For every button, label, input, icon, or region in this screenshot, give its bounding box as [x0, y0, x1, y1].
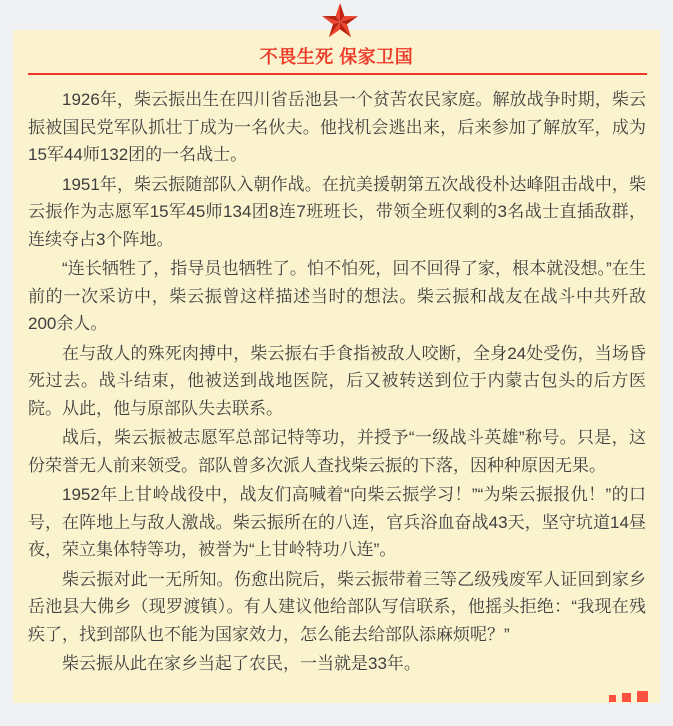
article-body	[13, 75, 660, 678]
page-title: 不畏生死 保家卫国	[259, 47, 414, 67]
decorative-squares	[609, 691, 648, 702]
article-paragraph: 1951年，柴云振随部队入朝作战。在抗美援朝第五次战役朴达峰阻击战中，柴云振作为志愿军15军45师134团8连7班班长，带领全班仅剩的3名战士直插敌群，连续夺占3个阵地。	[28, 174, 646, 249]
article-paragraph: 1952年上甘岭战役中，战友们高喊着“向柴云振学习！”“为柴云振报仇！”的口号，在阵地上与敌人激战。柴云振所在的八连，官兵浴血奋战43天，坚守坑道14昼夜，荣立集体特等功，被誉为“上甘岭特功八连”。	[28, 485, 646, 559]
square-icon	[609, 695, 616, 702]
article-paragraph: 战后，柴云振被志愿军总部记特等功，并授予“一级战斗英雄”称号。只是，这份荣誉无人前来领受。部队曾多次派人查找柴云振的下落，因种种原因无果。	[28, 428, 646, 475]
square-icon	[622, 693, 631, 702]
article-paragraph: 柴云振从此在家乡当起了农民，一当就是33年。	[62, 654, 421, 673]
red-star-icon	[318, 0, 362, 44]
content-panel	[13, 30, 660, 703]
article-paragraph: 在与敌人的殊死肉搏中，柴云振右手食指被敌人咬断，全身24处受伤，当场昏死过去。战斗结束，他被送到战地医院，后又被转送到位于内蒙古包头的后方医院。从此，他与原部队失去联系。	[28, 343, 646, 418]
article-paragraph: 柴云振对此一无所知。伤愈出院后，柴云振带着三等乙级残废军人证回到家乡岳池县大佛乡（现罗渡镇）。有人建议他给部队写信联系，他摇头拒绝：“我现在残疾了，找到部队也不能为国家效力，怎么能去给部队添麻烦呢？”	[28, 569, 646, 644]
article-paragraph: 1926年，柴云振出生在四川省岳池县一个贫苦农民家庭。解放战争时期，柴云振被国民党军队抓壮丁成为一名伙夫。他找机会逃出来，后来参加了解放军，成为15军44师132团的一名战士。	[28, 90, 646, 164]
square-icon	[637, 691, 648, 702]
article-paragraph: “连长牺牲了，指导员也牺牲了。怕不怕死，回不回得了家，根本就没想。”在生前的一次采访中，柴云振曾这样描述当时的想法。柴云振和战友在战斗中共歼敌200余人。	[28, 259, 646, 333]
red-star-graphic	[318, 0, 362, 44]
